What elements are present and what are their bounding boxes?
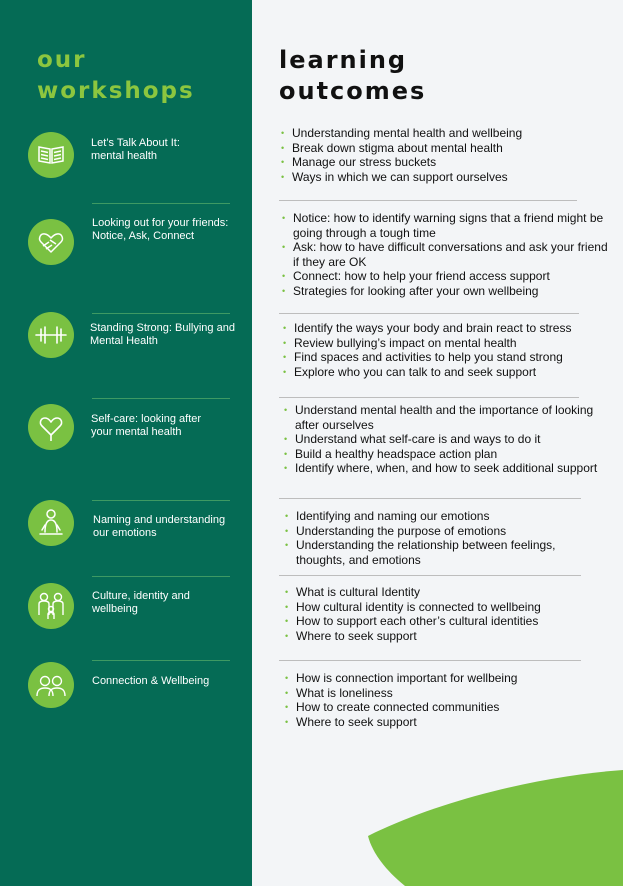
outcome-item: • Identify where, when, and how to seek additional support [284,461,614,476]
outcome-item: • How to create connected communities [285,700,585,715]
workshop-2-line1: Looking out for your friends: [92,217,229,229]
workshop-label-1 [91,137,246,163]
outcome-item: • Understanding mental health and wellbeing [281,126,581,141]
outcomes-heading [279,45,426,107]
workshop-label-7 [92,675,247,688]
family-icon [28,583,74,629]
workshop-label-4 [91,413,246,439]
outcome-item: • How to support each other’s cultural identities [285,614,585,629]
workshop-1-line2: mental health [91,150,158,162]
workshop-label-5 [93,514,248,540]
outcome-item: • What is loneliness [285,686,585,701]
workshop-4-line2: your mental health [91,426,182,438]
workshop-divider [92,313,230,314]
workshop-3-line2: Mental Health [90,335,158,347]
outcome-item: • Understanding the purpose of emotions [285,524,585,539]
workshop-label-6 [92,590,247,616]
outcome-item: • How cultural identity is connected to wellbeing [285,600,585,615]
workshop-2-line2: Notice, Ask, Connect [92,230,195,242]
outcome-item: • Review bullying’s impact on mental health [283,336,603,351]
connection-icon [28,662,74,708]
outcome-divider [279,313,579,314]
outcome-list-5 [285,509,585,567]
outcome-item: • Explore who you can talk to and seek support [283,365,603,380]
workshops-heading-line2: workshops [37,78,195,104]
workshops-heading-line1: our [37,47,87,73]
workshop-5-line1: Naming and understanding [93,514,226,526]
outcome-item: • What is cultural Identity [285,585,585,600]
outcome-list-4 [284,403,614,476]
outcome-item: • Break down stigma about mental health [281,141,581,156]
outcomes-heading-line2: outcomes [279,77,427,105]
outcome-item: • Connect: how to help your friend access support [282,269,612,284]
workshop-label-3 [90,322,245,348]
outcome-item: • Ways in which we can support ourselves [281,170,581,185]
workshop-5-line2: our emotions [93,527,157,539]
workshop-divider [92,500,230,501]
outcome-item: • Identifying and naming our emotions [285,509,585,524]
heart-icon [28,404,74,450]
outcome-divider [279,575,581,576]
outcome-item: • Ask: how to have difficult conversations and ask your friend if they are OK [282,240,612,269]
workshop-label-2 [92,217,247,243]
outcome-divider [279,200,577,201]
workshop-divider [92,660,230,661]
outcome-item: • Build a healthy headspace action plan [284,447,614,462]
outcome-list-3 [283,321,603,379]
outcome-list-2 [282,211,612,298]
meditation-icon [28,500,74,546]
outcome-item: • Where to seek support [285,629,585,644]
outcome-item: • Understand what self-care is and ways to do it [284,432,614,447]
dumbbell-icon [28,312,74,358]
outcome-list-6 [285,585,585,643]
outcome-item: • Strategies for looking after your own wellbeing [282,284,612,299]
outcome-list-1 [281,126,581,184]
outcome-item: • Manage our stress buckets [281,155,581,170]
workshop-6-line1: Culture, identity and [92,590,190,602]
heart-hands-icon [28,219,74,265]
workshop-7-line1: Connection & Wellbeing [92,675,210,687]
workshops-heading [37,45,195,107]
workshop-divider [92,203,230,204]
workshop-divider [92,398,230,399]
outcome-divider [279,660,581,661]
workshop-1-line1: Let’s Talk About It: [91,137,180,149]
outcome-item: • Where to seek support [285,715,585,730]
book-icon [28,132,74,178]
outcome-item: • Find spaces and activities to help you stand strong [283,350,603,365]
outcome-list-7 [285,671,585,729]
outcome-divider [279,397,579,398]
outcome-item: • Identify the ways your body and brain react to stress [283,321,603,336]
outcome-item: • How is connection important for wellbeing [285,671,585,686]
outcome-item: • Notice: how to identify warning signs that a friend might be going through a tough time [282,211,612,240]
workshop-4-line1: Self-care: looking after [91,413,202,425]
outcomes-heading-line1: learning [279,46,408,74]
outcome-item: • Understanding the relationship between feelings, thoughts, and emotions [285,538,585,567]
workshop-divider [92,576,230,577]
outcome-item: • Understand mental health and the importance of looking after ourselves [284,403,614,432]
workshop-6-line2: wellbeing [92,603,138,615]
outcome-divider [279,498,581,499]
workshop-3-line1: Standing Strong: Bullying and [90,322,235,334]
